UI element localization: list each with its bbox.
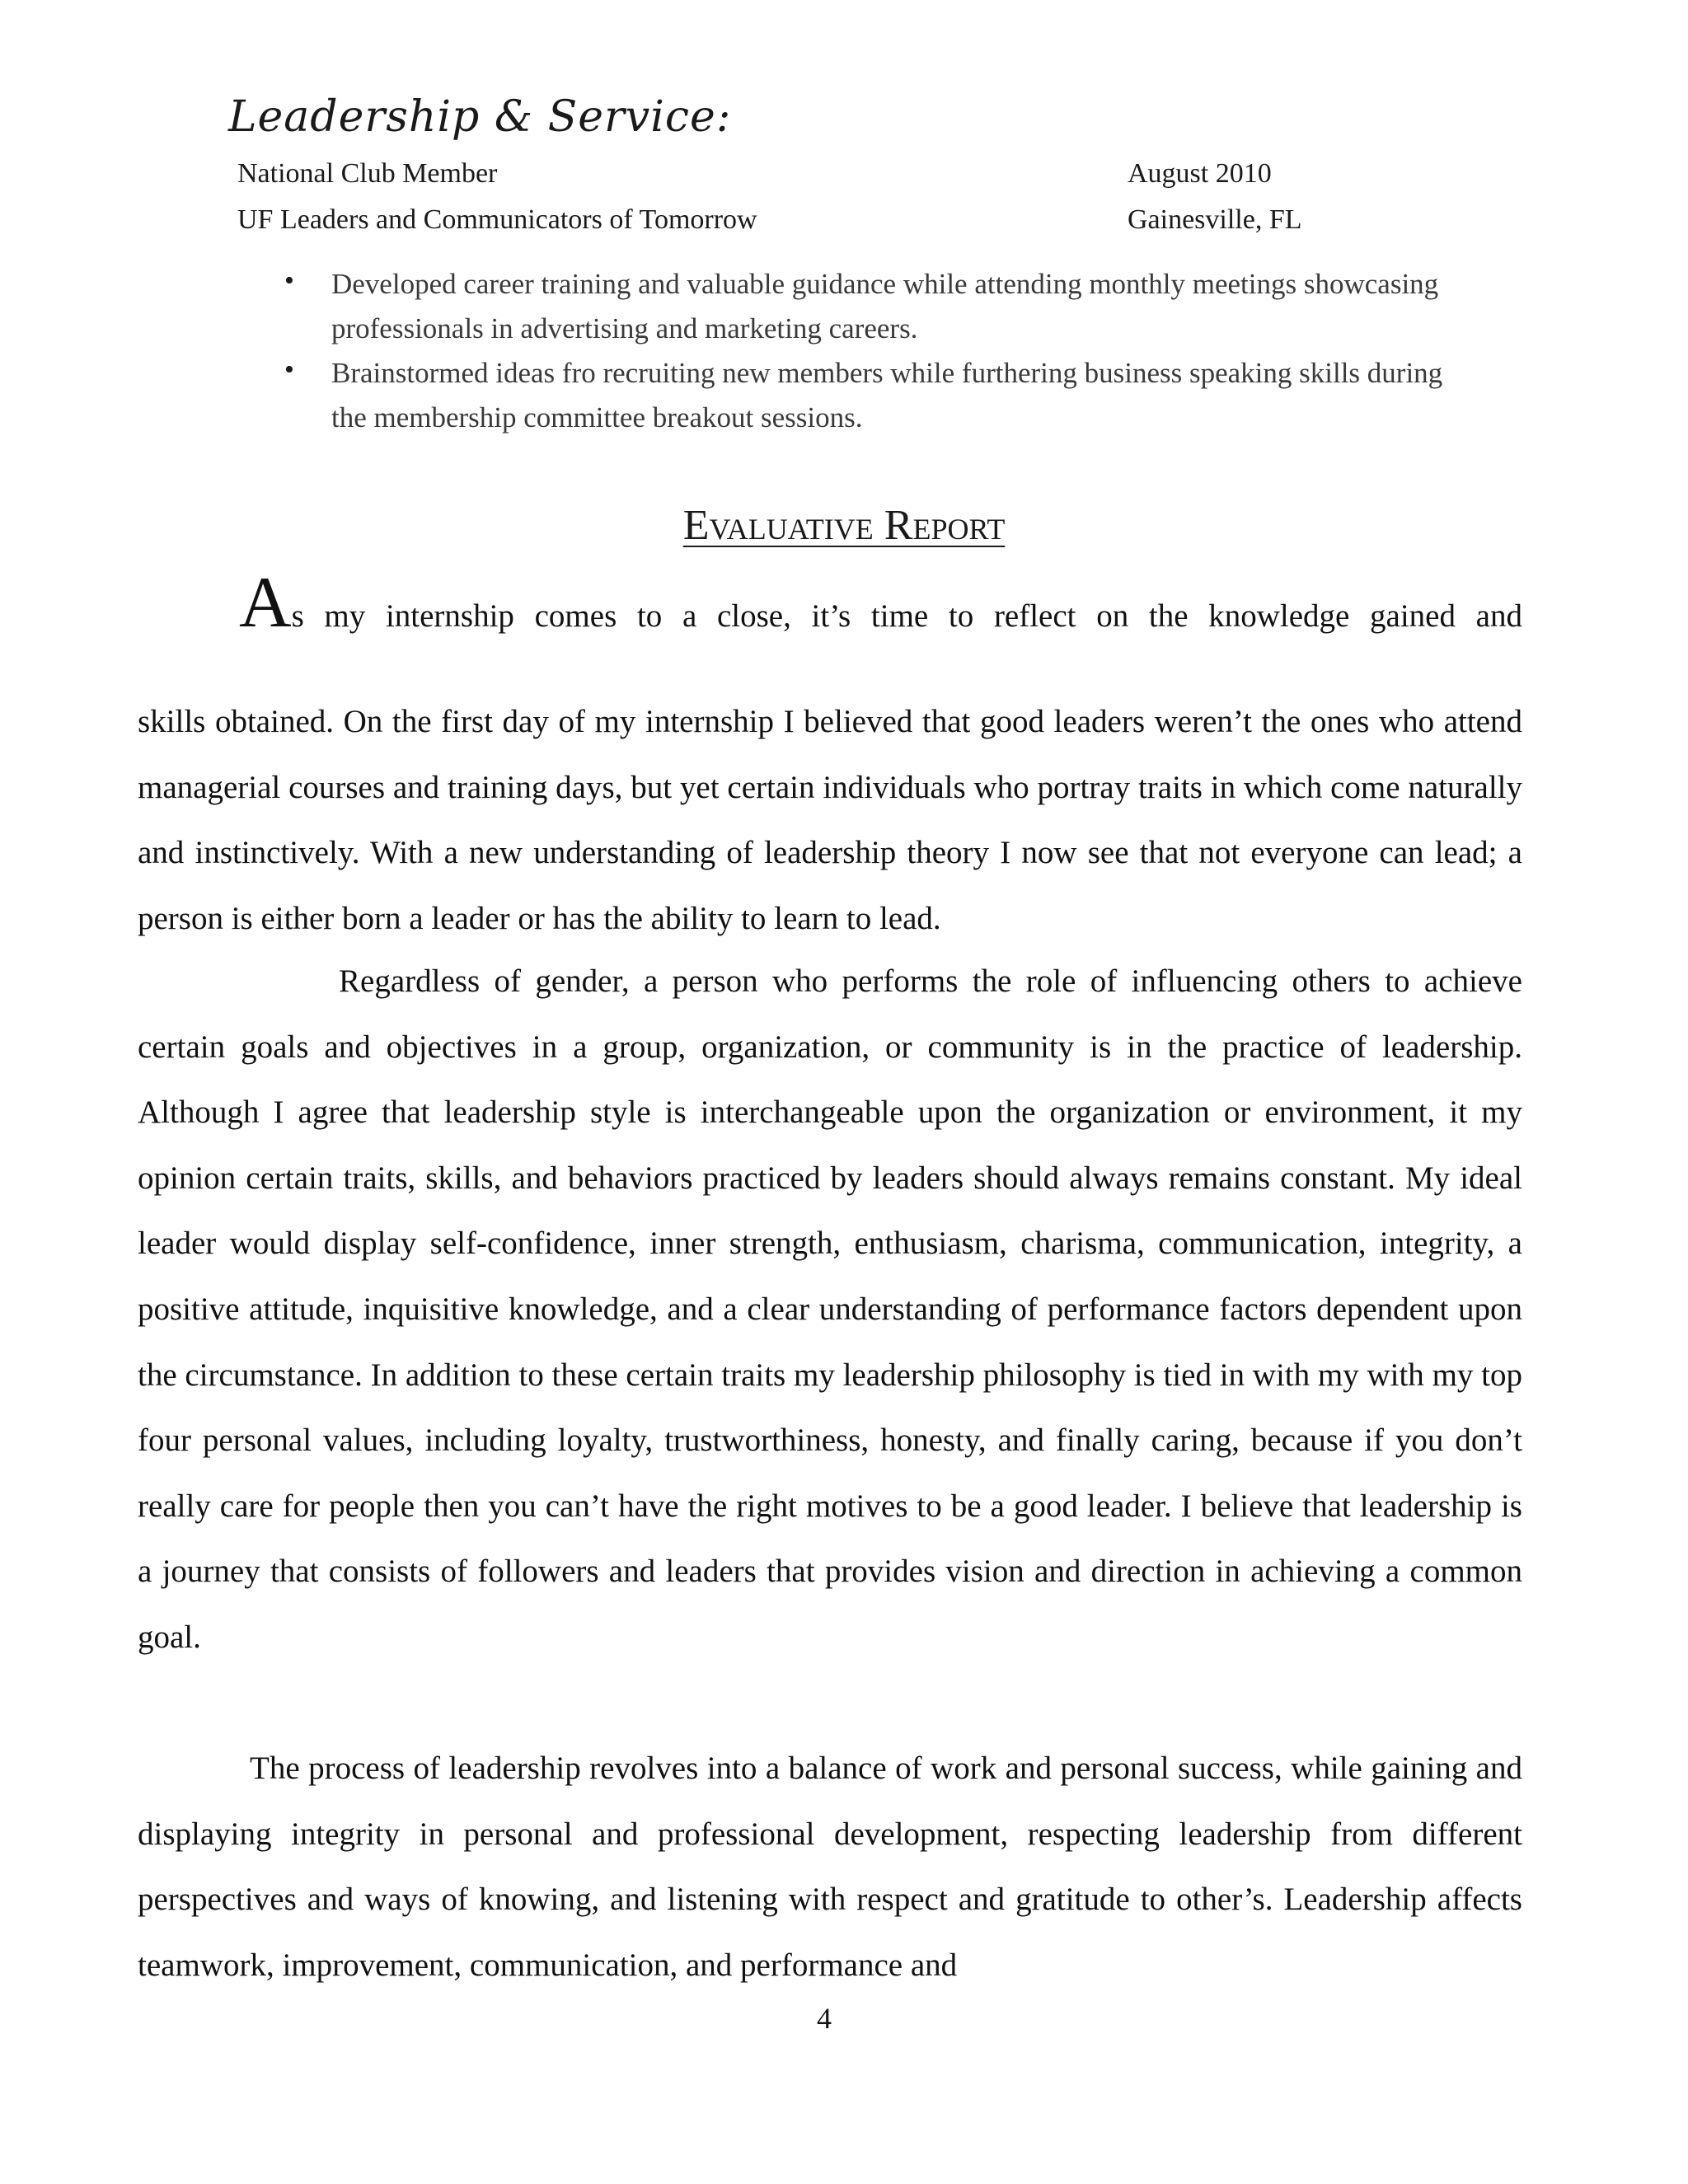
entry-date: August 2010: [1128, 158, 1272, 189]
entry-title: National Club Member: [237, 158, 498, 189]
entry-organization: UF Leaders and Communicators of Tomorrow: [237, 204, 757, 235]
bullet-list: [284, 262, 1479, 440]
paragraph-3: The process of leadership revolves into a balance of work and personal success, while gaining and displaying integrity in personal and professional development, respecting leadership from different perspectives and ways of knowing, and listening with respect and gratitude to other’s. Leadership affects teamwork, improvement, communication, and performance and: [138, 1750, 1522, 1983]
list-item: [284, 351, 1479, 440]
section-heading: Leadership & Service:: [228, 92, 732, 142]
report-title: Evaluative Report: [682, 502, 1006, 549]
paragraph-1: skills obtained. On the first day of my internship I believed that good leaders weren’t the ones who attend managerial courses and training days, but yet certain individuals who portray traits in which come naturally and instinctively. With a new understanding of leadership theory I now see that not everyone can lead; a person is either born a leader or has the ability to learn to lead.: [138, 704, 1522, 936]
bullet-text: Brainstormed ideas fro recruiting new members while furthering business speaking skills during the membership committee breakout sessions.: [331, 357, 1443, 434]
paragraph-2: Regardless of gender, a person who performs the role of influencing others to achieve certain goals and objectives in a group, organization, or community is in the practice of leadership. Although I agree that leadership style is interchangeable upon the organization or environment, it my opinion certain traits, skills, and behaviors practiced by leaders should always remains constant. My ideal leader would display self-confidence, inner strength, enthusiasm, charisma, communication, integrity, a positive attitude, inquisitive knowledge, and a clear understanding of performance factors dependent upon the circumstance. In addition to these certain traits my leadership philosophy is tied in with my with my top four personal values, including loyalty, trustworthiness, honesty, and finally caring, because if you don’t really care for people then you can’t have the right motives to be a good leader. I believe that leadership is a journey that consists of followers and leaders that provides vision and direction in achieving a common goal.: [138, 963, 1522, 1655]
first-line-text: s my internship comes to a close, it’s time to reflect on the knowledge gained and: [291, 598, 1522, 634]
bullet-icon: •: [284, 354, 294, 385]
drop-cap: A: [239, 563, 292, 643]
page-number: 4: [817, 2002, 832, 2035]
report-first-line: [239, 563, 1522, 643]
list-item: [284, 262, 1479, 351]
entry-location: Gainesville, FL: [1128, 204, 1302, 235]
bullet-icon: •: [284, 265, 294, 296]
bullet-text: Developed career training and valuable guidance while attending monthly meetings showcasing professionals in advertising and marketing careers.: [331, 268, 1439, 344]
